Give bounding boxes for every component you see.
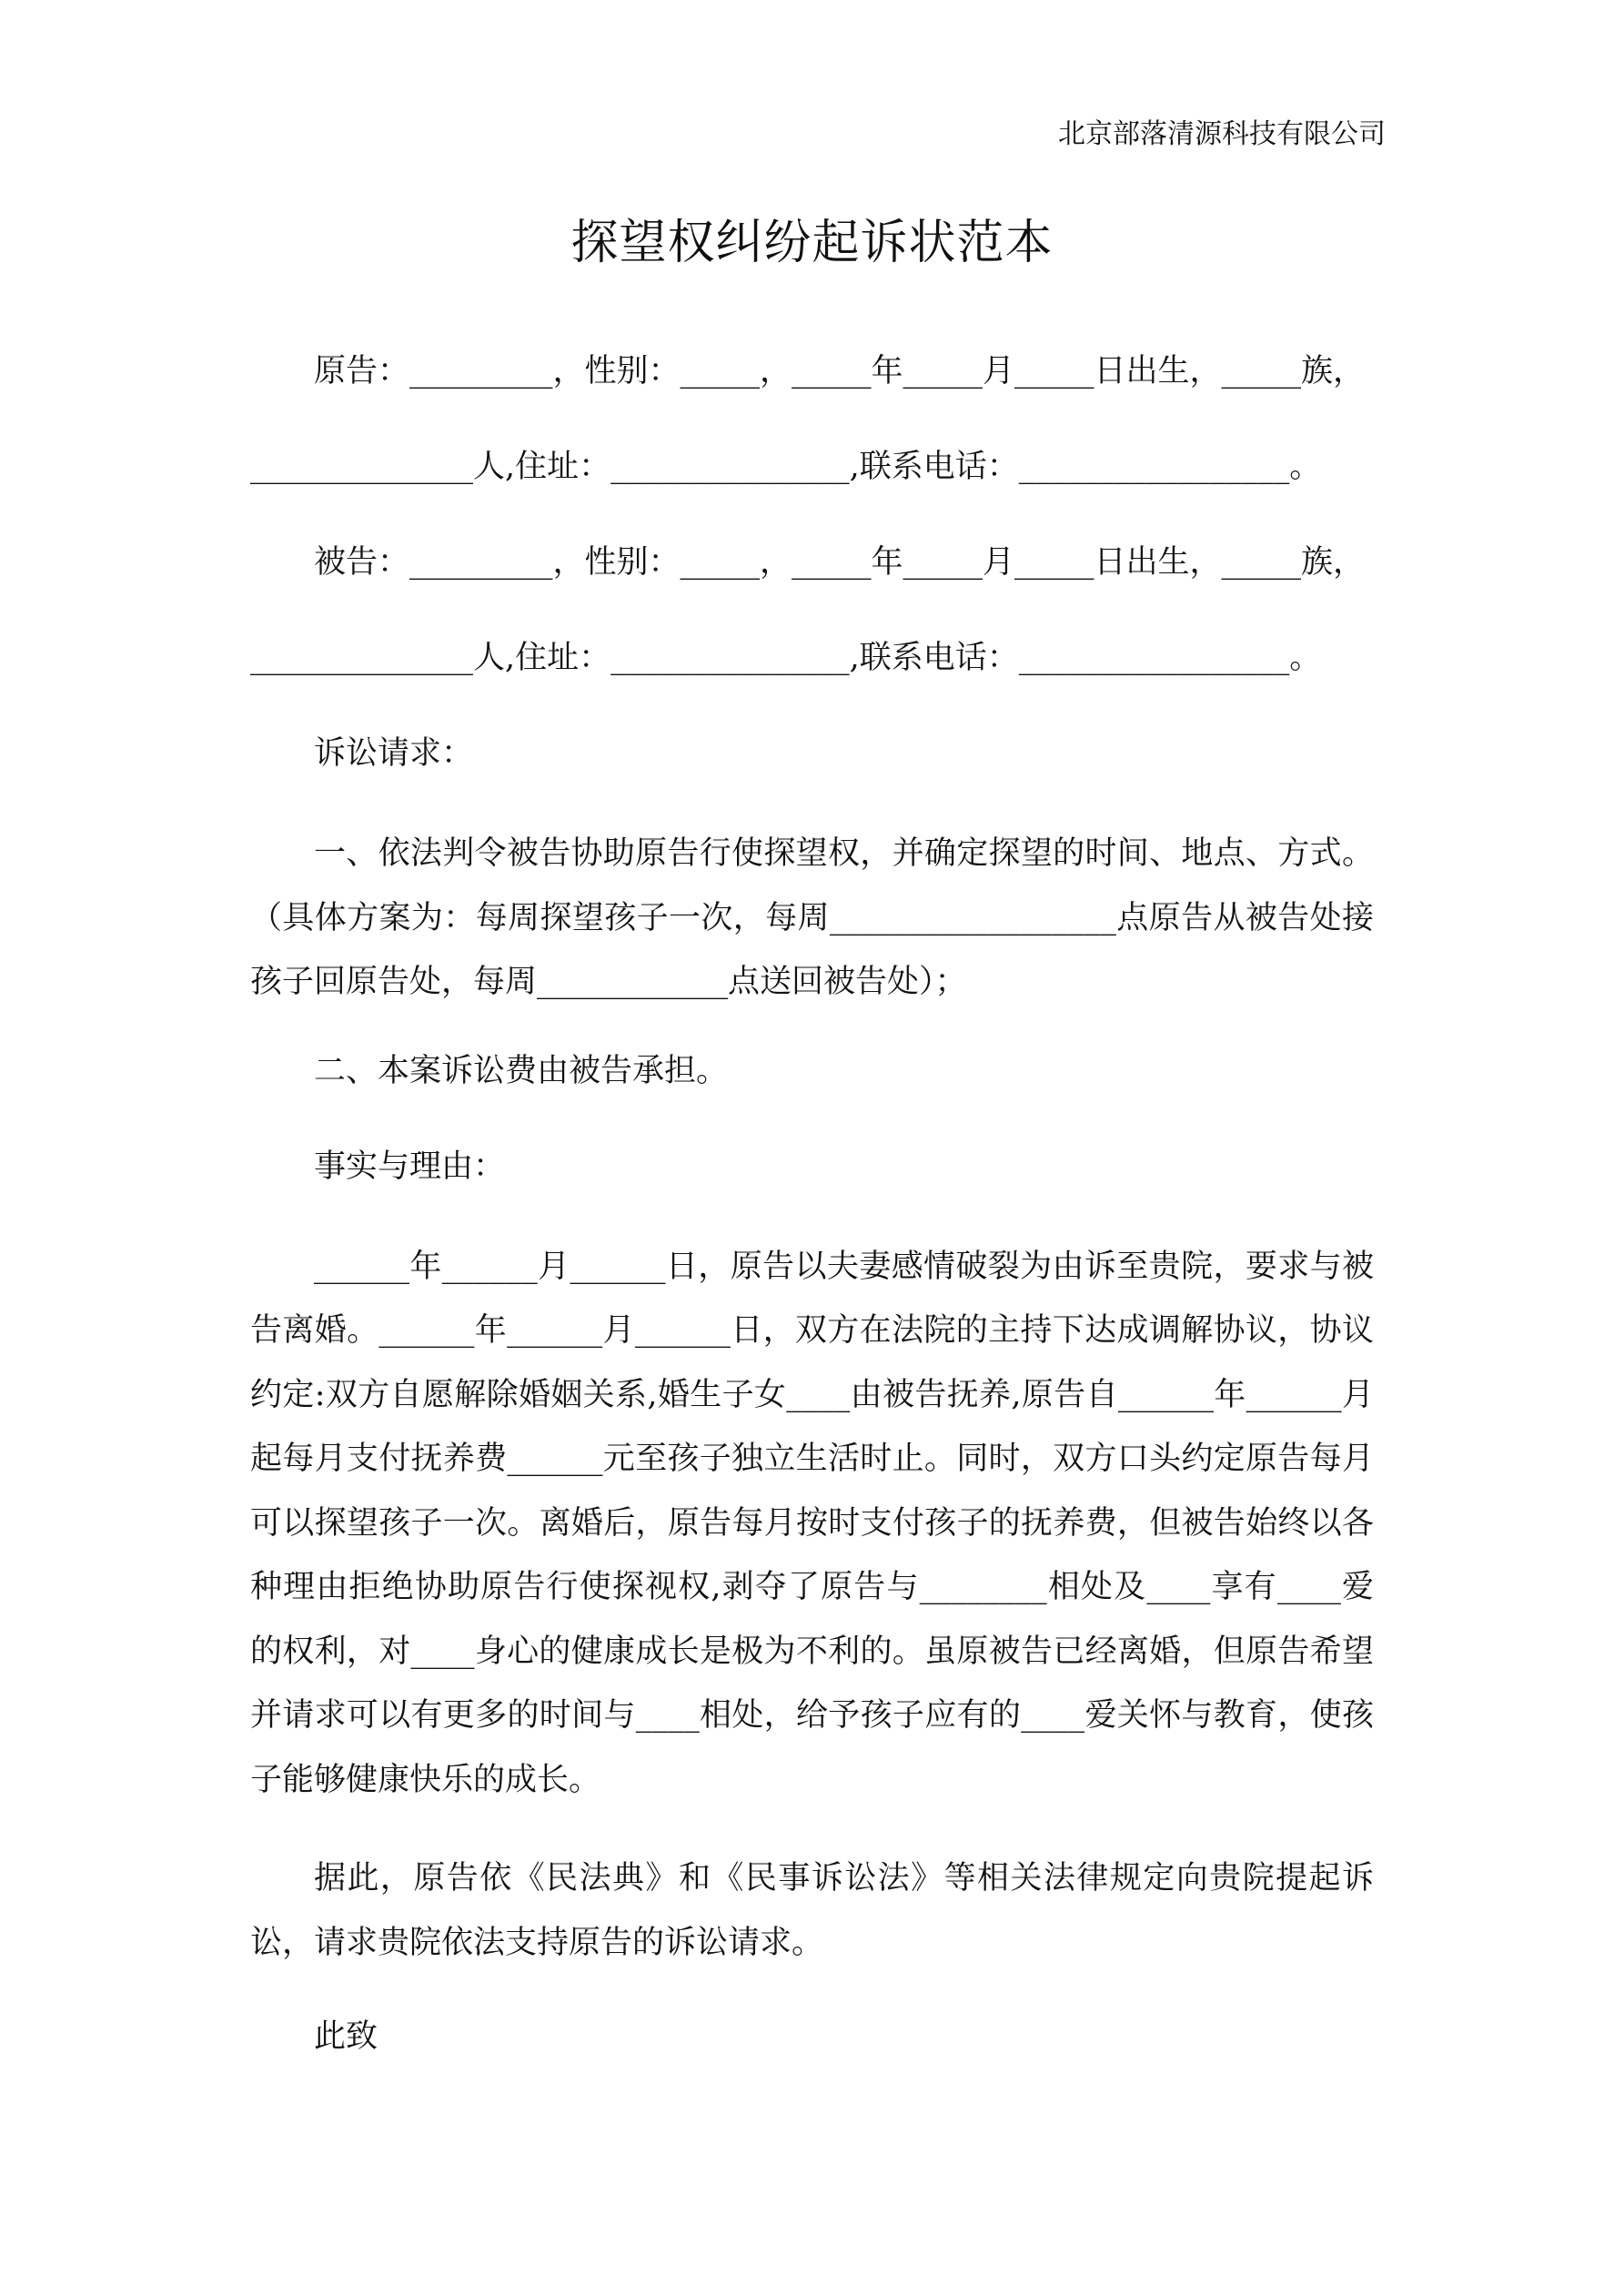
conclusion-paragraph: 据此，原告依《民法典》和《民事诉讼法》等相关法律规定向贵院提起诉讼，请求贵院依法支持原告的诉讼请求。	[250, 1860, 1374, 1961]
defendant-info-line-2: ______________人,住址：_______________,联系电话：_________________。	[250, 640, 1322, 676]
document-title: 探望权纠纷起诉状范本	[570, 216, 1054, 270]
plaintiff-info-line-1: 原告：_________，性别：_____，_____年_____月_____日出生，_____族，	[314, 353, 1366, 389]
claims-heading: 诉讼请求：	[314, 735, 474, 772]
plaintiff-info-line-2: ______________人,住址：_______________,联系电话：_________________。	[250, 449, 1322, 485]
claim-item-1: 一、依法判令被告协助原告行使探望权，并确定探望的时间、地点、方式。（具体方案为：每周探望孩子一次，每周__________________点原告从被告处接孩子回原告处，每周____________点送回被告处）；	[250, 835, 1374, 1000]
document-body	[250, 344, 1374, 2105]
claim-item-2: 二、本案诉讼费由被告承担。	[314, 1052, 729, 1089]
company-name: 北京部落清源科技有限公司	[1058, 118, 1386, 150]
closing-salutation: 此致	[314, 2018, 378, 2055]
facts-heading: 事实与理由：	[314, 1148, 506, 1185]
defendant-info-line-1: 被告：_________，性别：_____，_____年_____月_____日出生，_____族，	[314, 544, 1366, 581]
facts-paragraph: ______年______月______日，原告以夫妻感情破裂为由诉至贵院，要求与被告离婚。______年______月______日，双方在法院的主持下达成调解协议，协议约定:双方自愿解除婚姻关系,婚生子女____由被告抚养,原告自______年______月起每月支付抚养费______元至孩子独立生活时止。同时，双方口头约定原告每月可以探望孩子一次。离婚后，原告每月按时支付孩子的抚养费，但被告始终以各种理由拒绝协助原告行使探视权,剥夺了原告与________相处及____享有____爱的权利，对____身心的健康成长是极为不利的。虽原被告已经离婚，但原告希望并请求可以有更多的时间与____相处，给予孩子应有的____爱关怀与教育，使孩子能够健康快乐的成长。	[250, 1248, 1374, 1798]
